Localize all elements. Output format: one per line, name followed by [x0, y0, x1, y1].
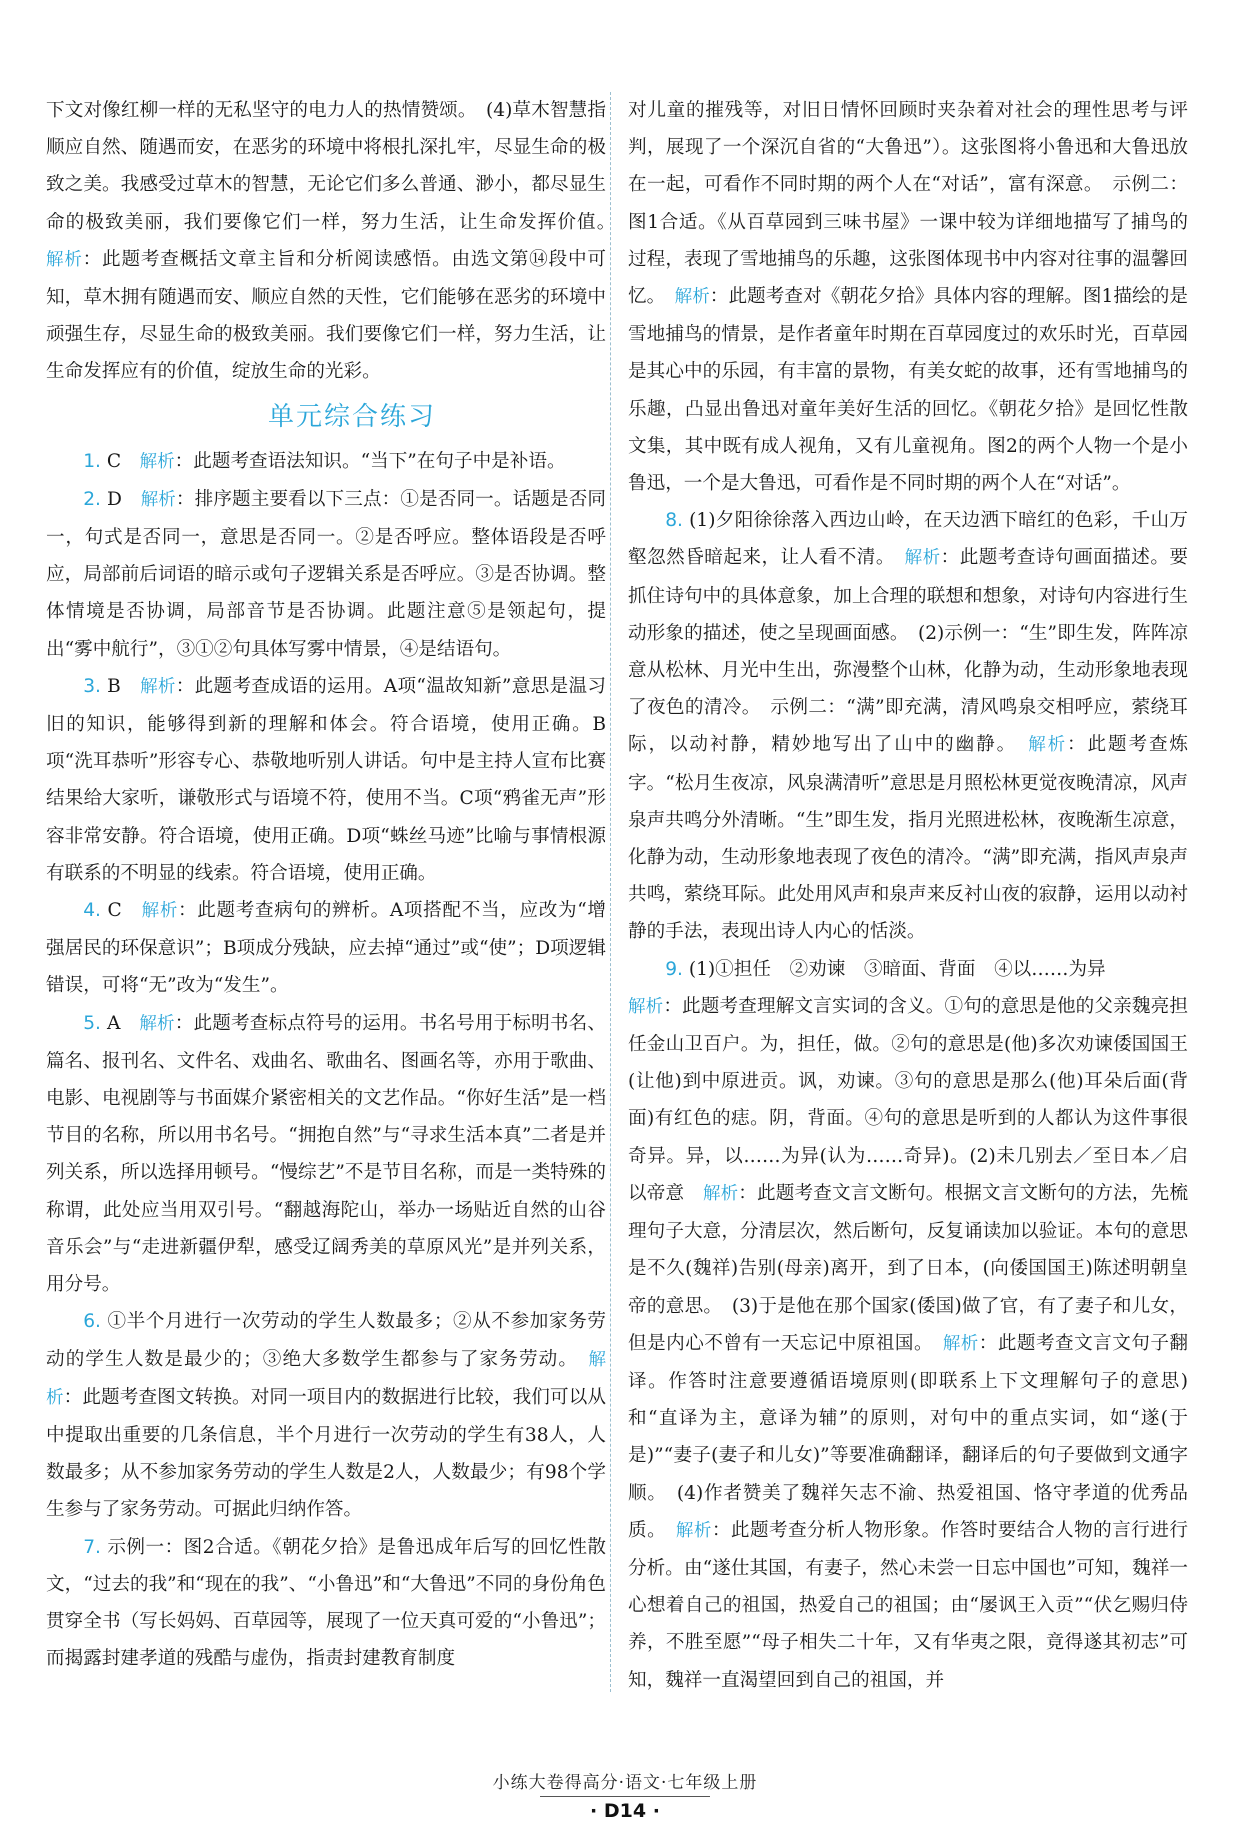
answer-item: 1. C 解析：此题考查语法知识。“当下”在句子中是补语。	[83, 450, 566, 472]
analysis-tag: 解析	[1028, 735, 1068, 756]
analysis-tag: 解析	[46, 1349, 606, 1408]
page-number: · D14 ·	[590, 1800, 660, 1822]
analysis-tag: 解析	[140, 489, 176, 510]
analysis-tag: 解析	[140, 676, 176, 697]
paragraph: 对儿童的摧残等，对旧日情怀回顾时夹杂着对社会的理性思考与评判，展现了一个深沉自省的“大鲁迅”）。这张图将小鲁迅和大鲁迅放在一起，可看作不同时期的两个人在“对话”，富有深意。 示例二：图1合适。《从百草园到三味书屋》一课中较为详细地描写了捕鸟的过程，表现了雪地捕鸟的乐趣，这张图体现书中内容对往事的温馨回忆。 解析：此题考查对《朝花夕拾》具体内容的理解。图1描绘的是雪地捕鸟的情景，是作者童年时期在百草园度过的欢乐时光，百草园是其心中的乐园，有丰富的景物，有美女蛇的故事，还有雪地捕鸟的乐趣，凸显出鲁迅对童年美好生活的回忆。《朝花夕拾》是回忆性散文集，其中既有成人视角，又有儿童视角。图2的两个人物一个是小鲁迅，一个是大鲁迅，可看作是不同时期的两个人在“对话”。	[628, 100, 1188, 495]
column-divider	[610, 92, 611, 1692]
analysis-tag: 解析	[46, 249, 83, 270]
paragraph: 下文对像红柳一样的无私坚守的电力人的热情赞颂。 (4)草木智慧指顺应自然、随遇而安，在恶劣的环境中将根扎深扎牢，尽显生命的极致之美。我感受过草木的智慧，无论它们多么普通、渺小，都尽显生命的极致美丽，我们要像它们一样，努力生活，让生命发挥价值。 解析：此题考查概括文章主旨和分析阅读感悟。由选文第⑭段中可知，草木拥有随遇而安、顺应自然的天性，它们能够在恶劣的环境中顽强生存，尽显生命的极致美丽。我们要像它们一样，努力生活，让生命发挥应有的价值，绽放生命的光彩。	[46, 100, 625, 383]
analysis-tag: 解析	[904, 548, 941, 569]
answer-item: 8. (1)夕阳徐徐落入西边山岭，在天边洒下暗红的色彩，千山万壑忽然昏暗起来，让人看不清。 解析：此题考查诗句画面描述。要抓住诗句中的具体意象，加上合理的联想和想象，对诗句内容进行生动形象的描述，使之呈现画面感。 (2)示例一：“生”即生发，阵阵凉意从松林、月光中生出，弥漫整个山林，化静为动，生动形象地表现了夜色的清冷。 示例二：“满”即充满，清风鸣泉交相呼应，萦绕耳际，以动衬静，精妙地写出了山中的幽静。 解析：此题考查炼字。“松月生夜凉，风泉满清听”意思是月照松林更觉夜晚清凉，风声泉声共鸣分外清晰。“生”即生发，指月光照进松林，夜晚渐生凉意，化静为动，生动形象地表现了夜色的清冷。“满”即充满，指风声泉声共鸣，萦绕耳际。此处用风声和泉声来反衬山夜的寂静，运用以动衬静的手法，表现出诗人内心的恬淡。	[628, 510, 1189, 943]
analysis-tag: 解析	[674, 287, 710, 308]
right-column	[628, 92, 1188, 1699]
analysis-tag: 解析	[702, 1183, 739, 1204]
answer-item: 5. A 解析：此题考查标点符号的运用。书名号用于标明书名、篇名、报刊名、文件名、戏曲名、歌曲名、图画名等，亦用于歌曲、电影、电视剧等与书面媒介紧密相关的文艺作品。“你好生活”是一档节目的名称，所以用书名号。“拥抱自然”与“寻求生活本真”二者是并列关系，所以选择用顿号。“慢综艺”不是节目名称，而是一类特殊的称谓，此处应当用双引号。“翻越海陀山，举办一场贴近自然的山谷音乐会”与“走进新疆伊犁，感受辽阔秀美的草原风光”是并列关系，用分号。	[46, 1012, 607, 1296]
answer-item: 7. 示例一：图2合适。《朝花夕拾》是鲁迅成年后写的回忆性散文，“过去的我”和“现在的我”、“小鲁迅”和“大鲁迅”不同的身份角色贯穿全书（写长妈妈、百草园等，展现了一位天真可爱的“小鲁迅”；而揭露封建孝道的残酷与虚伪，指责封建教育制度	[46, 1536, 606, 1670]
analysis-tag: 解析	[139, 451, 175, 472]
answer-item: 6. ①半个月进行一次劳动的学生人数最多；②从不参加家务劳动的学生人数是最少的；③绝大多数学生都参与了家务劳动。 解析：此题考查图文转换。对同一项目内的数据进行比较，我们可以从中提取出重要的几条信息，半个月进行一次劳动的学生有38人，人数最多；从不参加家务劳动的学生人数是2人，人数最少；有98个学生参与了家务劳动。可据此归纳作答。	[46, 1311, 606, 1521]
section-title: 单元综合练习	[267, 401, 436, 432]
analysis-tag: 解析	[139, 1013, 175, 1034]
footer-divider	[540, 1796, 710, 1797]
footer-title: 小练大卷得高分·语文·七年级上册	[492, 1773, 758, 1793]
answer-item: 3. B 解析：此题考查成语的运用。A项“温故知新”意思是温习旧的知识，能够得到新的理解和体会。符合语境，使用正确。B项“洗耳恭听”形容专心、恭敬地听别人讲话。句中是主持人宣布比赛结果给大家听，谦敬形式与语境不符，使用不当。C项“鸦雀无声”形容非常安静。符合语境，使用正确。D项“蛛丝马迹”比喻与事情根源有联系的不明显的线索。符合语境，使用正确。	[46, 675, 606, 884]
analysis-tag: 解析	[628, 996, 664, 1017]
analysis-tag: 解析	[141, 901, 178, 922]
analysis-tag: 解析	[942, 1333, 979, 1354]
analysis-tag: 解析	[675, 1520, 712, 1541]
answer-item: 4. C 解析：此题考查病句的辨析。A项搭配不当，应改为“增强居民的环保意识”；B项成分残缺，应去掉“通过”或“使”；D项逻辑错误，可将“无”改为“发生”。	[46, 900, 607, 997]
answer-item: 2. D 解析：排序题主要看以下三点：①是否同一。话题是否同一，句式是否同一，意思是否同一。②是否呼应。整体语段是否呼应，局部前后词语的暗示或句子逻辑关系是否呼应。③是否协调。整体情境是否协调，局部音节是否协调。此题注意⑤是领起句，提出“雾中航行”，③①②句具体写雾中情景，④是结语句。	[46, 488, 606, 660]
answer-item: 9. (1)①担任 ②劝谏 ③暗面、背面 ④以……为异 解析：此题考查理解文言实词的含义。①句的意思是他的父亲魏亮担任金山卫百户。为，担任，做。②句的意思是(他)多次劝谏倭国国王(让他)到中原进贡。讽，劝谏。③句的意思是那么(他)耳朵后面(背面)有红色的痣。阴，背面。④句的意思是听到的人都认为这件事很奇异。异，以……为异(认为……奇异)。(2)未几别去／至日本／启以帝意 解析：此题考查文言文断句。根据文言文断句的方法，先梳理句子大意，分清层次，然后断句，反复诵读加以验证。本句的意思是不久(魏祥)告别(母亲)离开，到了日本，(向倭国国王)陈述明朝皇帝的意思。 (3)于是他在那个国家(倭国)做了官，有了妻子和儿女，但是内心不曾有一天忘记中原祖国。 解析：此题考查文言文句子翻译。作答时注意要遵循语境原则(即联系上下文理解句子的意思)和“直译为主，意译为辅”的原则，对句中的重点实词，如“遂(于是)”“妻子(妻子和儿女)”等要准确翻译，翻译后的句子要做到文通字顺。 (4)作者赞美了魏祥矢志不渝、热爱祖国、恪守孝道的优秀品质。 解析：此题考查分析人物形象。作答时要结合人物的言行进行分析。由“遂仕其国，有妻子，然心未尝一日忘中国也”可知，魏祥一心想着自己的祖国，热爱自己的祖国；由“屡讽王入贡”“伏乞赐归侍养，不胜至愿”“母子相失二十年，又有华夷之限，竟得遂其初志”可知，魏祥一直渴望回到自己的祖国，并	[628, 958, 1189, 1691]
left-column	[46, 92, 625, 1677]
